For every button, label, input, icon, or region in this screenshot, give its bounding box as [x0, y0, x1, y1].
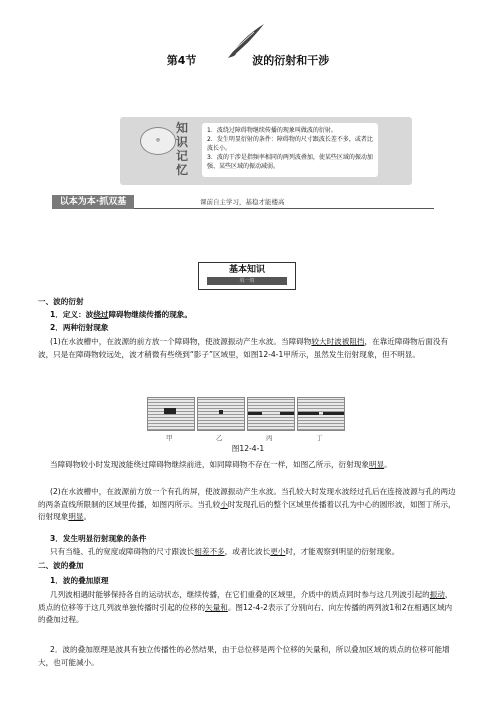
figure-label: 甲 [166, 434, 173, 442]
knowledge-title: 基本知识 [228, 265, 265, 275]
memo-side-label: 知识记忆 [176, 121, 189, 177]
section-heading: 一、波的衍射 [38, 297, 84, 306]
figure-label: 乙 [216, 434, 223, 442]
memo-item: 2．发生明显衍射的条件：障碍物的尺寸跟波长差不多，或者比波长小。 [207, 136, 373, 152]
memo-bubble: ◎ [140, 127, 176, 155]
paragraph: 2．波的叠加原理是波具有独立传播性的必然结果，由于总位移是两个位移的矢量和，所以叠加区域的质点的位移可能增大，也可能减小。 [38, 645, 450, 667]
paragraph: 只有当缝、孔的宽度或障碍物的尺寸跟波长相差不多，或者比波长更小时，才能观察到明显的衍射现象。 [50, 547, 400, 556]
section-heading: 二、波的叠加 [38, 561, 84, 570]
figure-jia [147, 397, 195, 431]
paragraph: 当障碍物较小时发现波能绕过障碍物继续前进，如同障碍物不存在一样，如图乙所示，衍射现象明显。 [50, 460, 392, 469]
knowledge-box [198, 262, 296, 290]
figure-label: 丁 [316, 434, 323, 442]
page-title [0, 52, 496, 68]
figure-ding [297, 397, 345, 431]
banner-subtitle: 课前自主学习，基稳才能楼高 [200, 198, 285, 206]
paragraph: (2)在水波槽中，在波源前方放一个有孔的屏，使波源振动产生水波。当孔较大时发现水波经过孔后在连接波源与孔的两边的两条直线所限制的区域里传播，如图丙所示。当孔较小时发现孔后的整个区域里传播着以孔为中心的圆形波，如图丁所示，衍射现象明显。 [38, 487, 456, 522]
memo-card [202, 123, 378, 177]
figure-caption: 图12-4-1 [231, 444, 265, 453]
paragraph: 1．定义：波绕过障碍物继续传播的现象。 [50, 310, 192, 319]
section-number: 第4节 [166, 54, 197, 67]
paragraph: 1．波的叠加原理 [50, 576, 109, 585]
figure-bing [247, 397, 295, 431]
memo-item: 1．波绕过障碍物继续传播的现象叫做波的衍射。 [207, 127, 337, 134]
section-title: 波的衍射和干涉 [252, 54, 330, 67]
paragraph: 2．两种衍射现象 [50, 323, 109, 332]
paragraph: (1)在水波槽中，在波源的前方放一个障碍物，使波源振动产生水波。当障碍物较大时波被阻挡，在靠近障碍物后面没有波，只是在障碍物较远处，波才稍微有些绕到“影子”区域里，如图12-4-1甲所示，虽然发生衍射现象，但不明显。 [38, 337, 449, 359]
section-banner: 以本为本·抓双基 [52, 195, 134, 209]
memo-panel [120, 117, 412, 185]
figure-yi [197, 397, 245, 431]
banner-divider [134, 208, 434, 209]
paragraph: 几列波相遇时能够保持各自的运动状态，继续传播，在它们重叠的区域里，介质中的质点同时参与这几列波引起的振动，质点的位移等于这几列波单独传播时引起的位移的矢量和。图12-4-2表示了分别向右、向左传播的两列波1和2在相遇区域内的叠加过程。 [38, 590, 453, 625]
figure-label: 丙 [266, 434, 273, 442]
paragraph: 3．发生明显衍射现象的条件 [50, 534, 147, 543]
memo-item: 3．波的干涉是指频率相同的两列波叠加，使某些区域的振动加强、某些区域的振动减弱。 [207, 154, 373, 170]
knowledge-subtitle: 填一填 [207, 277, 287, 285]
